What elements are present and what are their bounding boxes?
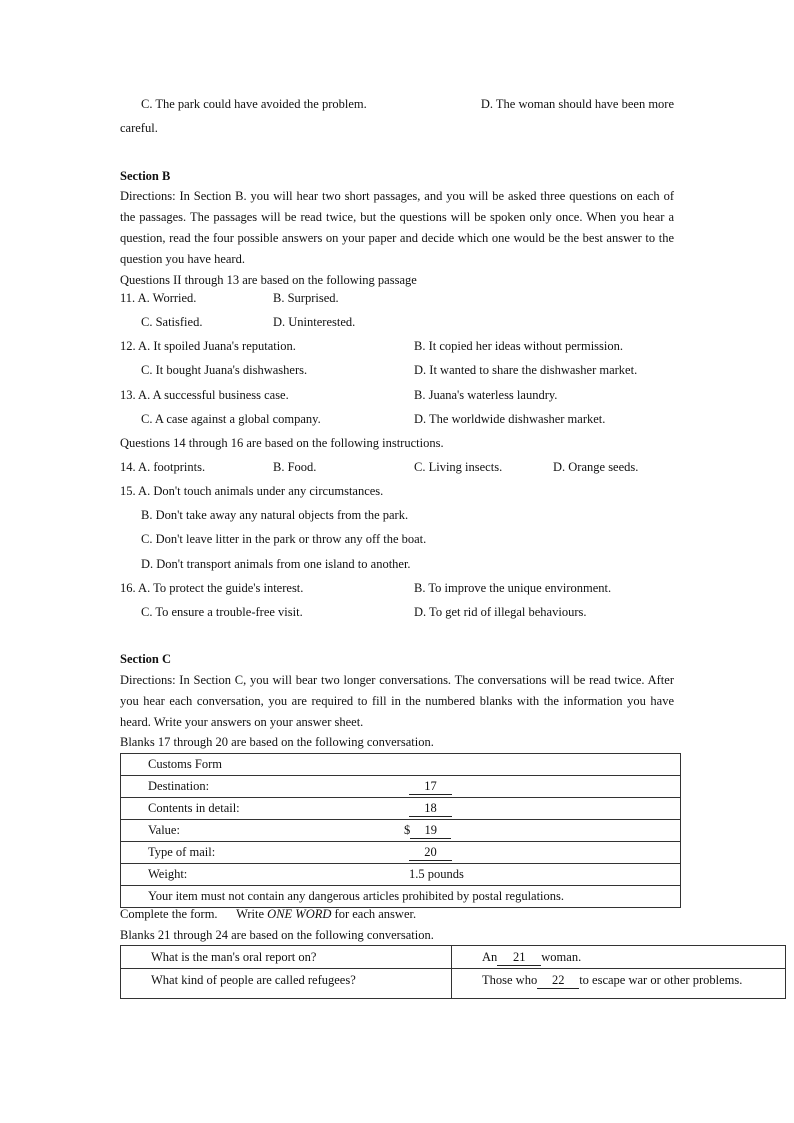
report-q2: What kind of people are called refugees? xyxy=(151,973,356,987)
form-label-destination: Destination: xyxy=(148,779,210,793)
q13-option-a: 13. A. A successful business case. xyxy=(120,388,289,402)
report-a2 xyxy=(452,970,785,991)
q16-option-b: B. To improve the unique environment. xyxy=(414,581,612,595)
customs-form-row-destination xyxy=(121,776,681,798)
report-table-row-1 xyxy=(121,946,786,969)
report-a2-pre: Those who xyxy=(482,973,538,987)
section-c-intro-1: Blanks 17 through 20 are based on the following conversation. xyxy=(120,735,434,749)
section-b-intro-2: Questions 14 through 16 are based on the following instructions. xyxy=(120,436,444,450)
q11-option-a: 11. A. Worried. xyxy=(120,291,197,305)
q12-option-c: C. It bought Juana's dishwashers. xyxy=(141,363,308,377)
for-each-answer-text: for each answer. xyxy=(334,907,417,921)
write-text: Write xyxy=(236,907,265,921)
q14-option-d: D. Orange seeds. xyxy=(553,460,639,474)
section-c-directions: Directions: In Section C, you will bear two longer conversations. The conversations will be read twice. After you hear each conversation, you are required to fill in the numbered blanks with the information you have heard. Write your answers on your answer sheet. xyxy=(120,673,674,729)
q15-option-c: C. Don't leave litter in the park or throw any off the boat. xyxy=(141,532,427,546)
q12-option-b: B. It copied her ideas without permission. xyxy=(414,339,623,353)
q12-option-a: 12. A. It spoiled Juana's reputation. xyxy=(120,339,296,353)
report-table-row-2 xyxy=(121,969,786,999)
blank-20[interactable]: 20 xyxy=(409,844,452,861)
blank-21[interactable]: 21 xyxy=(497,949,541,966)
q15-option-a: 15. A. Don't touch animals under any circumstances. xyxy=(120,484,384,498)
option-c-prev: C. The park could have avoided the problem. xyxy=(141,97,367,111)
q13-option-b: B. Juana's waterless laundry. xyxy=(414,388,558,402)
customs-form-row-value xyxy=(121,820,681,842)
section-b-heading: Section B xyxy=(120,169,171,183)
q14-option-c: C. Living insects. xyxy=(414,460,503,474)
dollar-sign: $ xyxy=(404,823,411,837)
option-d-prev-line2: careful. xyxy=(120,121,158,135)
report-table xyxy=(120,945,786,999)
q14-option-a: 14. A. footprints. xyxy=(120,460,206,474)
customs-form-row-type xyxy=(121,842,681,864)
q11-option-c: C. Satisfied. xyxy=(141,315,203,329)
customs-form-title: Customs Form xyxy=(148,757,222,771)
blank-18[interactable]: 18 xyxy=(409,800,452,817)
q11-option-d: D. Uninterested. xyxy=(273,315,356,329)
q13-option-d: D. The worldwide dishwasher market. xyxy=(414,412,606,426)
q11-option-b: B. Surprised. xyxy=(273,291,339,305)
form-label-weight: Weight: xyxy=(148,867,188,881)
report-a1-pre: An xyxy=(482,949,498,964)
section-b-directions: Directions: In Section B. you will hear two short passages, and you will be asked three questions on each of the passages. The passages will be read twice, but the questions will be spoken only once. When you hear a question, read the four possible answers on your paper and decide which one would be the best answer to the question you have heard. xyxy=(120,189,674,266)
q16-option-a: 16. A. To protect the guide's interest. xyxy=(120,581,304,595)
customs-form-title-row xyxy=(121,754,681,776)
q15-option-b: B. Don't take away any natural objects from the park. xyxy=(141,508,409,522)
q13-option-c: C. A case against a global company. xyxy=(141,412,321,426)
option-d-prev-line1: D. The woman should have been more xyxy=(480,97,674,111)
one-word-emphasis: ONE WORD xyxy=(267,907,332,921)
customs-form-row-contents xyxy=(121,798,681,820)
section-b-intro-1: Questions II through 13 are based on the following passage xyxy=(120,273,417,287)
form-label-contents: Contents in detail: xyxy=(148,801,240,815)
blank-22[interactable]: 22 xyxy=(537,972,579,989)
report-a1 xyxy=(452,947,785,968)
q12-option-d: D. It wanted to share the dishwasher market. xyxy=(414,363,638,377)
blank-19[interactable]: 19 xyxy=(410,822,451,839)
q15-option-d: D. Don't transport animals from one island to another. xyxy=(141,557,411,571)
blank-17[interactable]: 17 xyxy=(409,778,452,795)
form-label-type-of-mail: Type of mail: xyxy=(148,845,216,859)
report-q1: What is the man's oral report on? xyxy=(151,949,317,964)
q16-option-c: C. To ensure a trouble-free visit. xyxy=(141,605,303,619)
report-a2-post: to escape war or other problems. xyxy=(579,973,743,987)
customs-form-row-weight xyxy=(121,864,681,886)
q16-option-d: D. To get rid of illegal behaviours. xyxy=(414,605,587,619)
section-c-intro-2: Blanks 21 through 24 are based on the following conversation. xyxy=(120,928,434,942)
customs-form-note: Your item must not contain any dangerous articles prohibited by postal regulations. xyxy=(148,889,565,903)
complete-form-instruction xyxy=(120,904,416,925)
form-value-weight: 1.5 pounds xyxy=(409,867,464,881)
customs-form-table xyxy=(120,753,681,908)
complete-form-text: Complete the form. xyxy=(120,907,218,921)
q14-option-b: B. Food. xyxy=(273,460,317,474)
section-c-heading: Section C xyxy=(120,652,172,666)
form-label-value: Value: xyxy=(148,823,180,837)
report-a1-post: woman. xyxy=(541,949,582,964)
